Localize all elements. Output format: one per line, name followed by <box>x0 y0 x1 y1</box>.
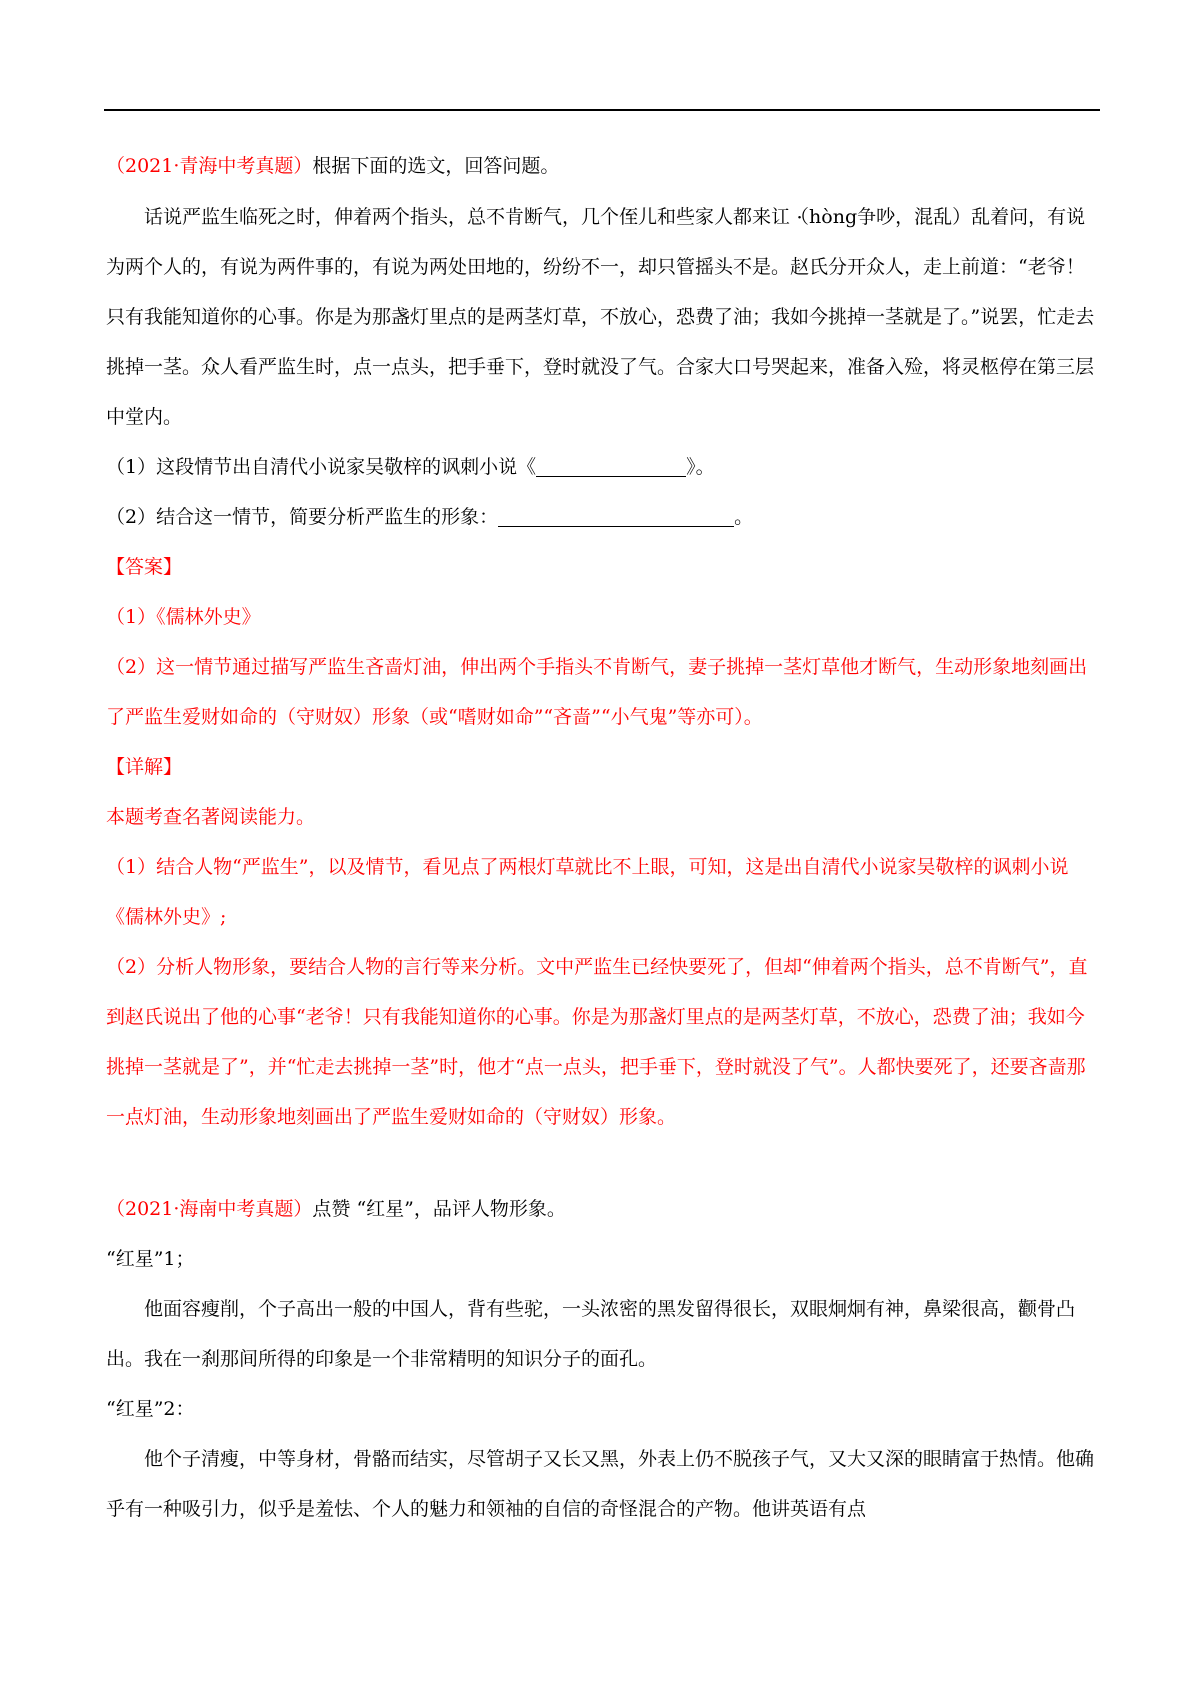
question-1-sub-2 <box>106 492 1100 542</box>
question-1-passage <box>106 192 1100 442</box>
sub-1-text: （1）这段情节出自清代小说家吴敬梓的讽刺小说《 <box>106 456 537 478</box>
detail-label: 【详解】 <box>106 756 183 778</box>
passage-text-b: （hòng争吵，混乱）乱着问，有说为两个人的，有说为两件事的，有说为两处田地的，纷纷不一，却只管摇头不是。赵氏分开众人，走上前道：“老爷！只有我能知道你的心事。你是为那盏灯里点的是两茎灯草，不放心，恐费了油；我如今挑掉一茎就是了。”说罢，忙走去挑掉一茎。众人看严监生时，点一点头，把手垂下，登时就没了气。合家大口号哭起来，准备入殓，将灵柩停在第三层中堂内。 <box>106 206 1095 428</box>
header-rule <box>104 109 1100 111</box>
document-body <box>106 146 1100 1534</box>
red-star-2-text: 他个子清瘦，中等身材，骨骼而结实，尽管胡子又长又黑，外表上仍不脱孩子气，又大又深的眼睛富于热情。他确乎有一种吸引力，似乎是羞怯、个人的魅力和领袖的自信的奇怪混合的产物。他讲英语有点 <box>106 1448 1095 1520</box>
question-2-heading <box>106 1184 1100 1234</box>
question-1-sub-1 <box>106 442 1100 492</box>
question-2-prompt: 点赞 “红星”，品评人物形象。 <box>312 1198 566 1220</box>
red-star-2-label: “红星”2： <box>106 1398 195 1420</box>
passage-text-a: 话说严监生临死之时，伸着两个指头，总不肯断气，几个侄儿和些家人都来 <box>144 206 772 228</box>
answer-blank-2 <box>498 506 734 527</box>
passage-dotted-char: 讧 · <box>771 206 790 228</box>
question-1-heading <box>106 146 1100 186</box>
detail-1: （1）结合人物“严监生”，以及情节，看见点了两根灯草就比不上眼，可知，这是出自清代小说家吴敬梓的讽刺小说《儒林外史》; <box>106 856 1069 928</box>
detail-intro: 本题考查名著阅读能力。 <box>106 806 316 828</box>
sub-2-text: （2）结合这一情节，简要分析严监生的形象： <box>106 506 499 528</box>
answer-blank-1 <box>536 456 686 477</box>
question-1-source: （2021·青海中考真题） <box>106 155 313 177</box>
answer-label: 【答案】 <box>106 556 183 578</box>
question-1-prompt: 根据下面的选文，回答问题。 <box>312 155 560 177</box>
answer-1: （1）《儒林外史》 <box>106 606 261 628</box>
sub-2-end: 。 <box>734 506 754 528</box>
question-2-source: （2021·海南中考真题） <box>106 1198 313 1220</box>
sub-1-end: 》。 <box>686 456 715 478</box>
answer-2: （2）这一情节通过描写严监生吝啬灯油，伸出两个手指头不肯断气，妻子挑掉一茎灯草他才断气，生动形象地刻画出了严监生爱财如命的（守财奴）形象（或“嗜财如命”“吝啬”“小气鬼”等亦可）。 <box>106 656 1088 728</box>
detail-2: （2）分析人物形象，要结合人物的言行等来分析。文中严监生已经快要死了，但却“伸着两个指头，总不肯断气”，直到赵氏说出了他的心事“老爷！只有我能知道你的心事。你是为那盏灯里点的是两茎灯草，不放心，恐费了油；我如今挑掉一茎就是了”，并“忙走去挑掉一茎”时，他才“点一点头，把手垂下，登时就没了气”。人都快要死了，还要吝啬那一点灯油，生动形象地刻画出了严监生爱财如命的（守财奴）形象。 <box>106 956 1088 1128</box>
red-star-1-text: 他面容瘦削，个子高出一般的中国人，背有些驼，一头浓密的黑发留得很长，双眼炯炯有神，鼻梁很高，颧骨凸出。我在一刹那间所得的印象是一个非常精明的知识分子的面孔。 <box>106 1298 1076 1370</box>
red-star-1-label: “红星”1； <box>106 1248 195 1270</box>
question-gap <box>106 1142 1100 1184</box>
